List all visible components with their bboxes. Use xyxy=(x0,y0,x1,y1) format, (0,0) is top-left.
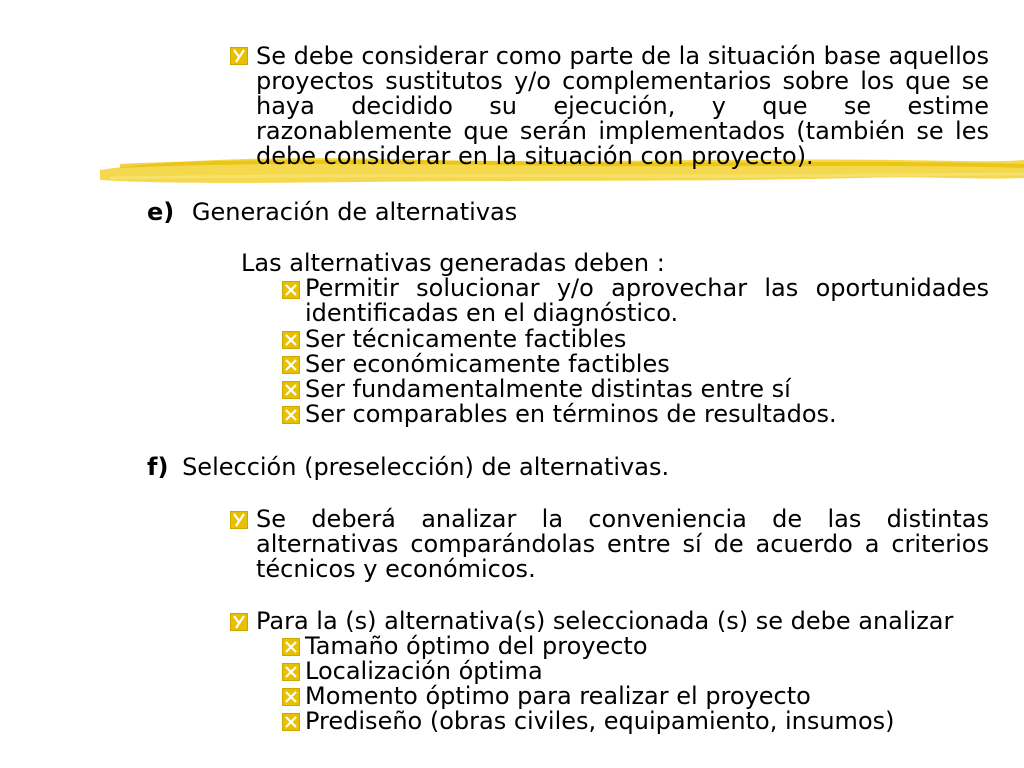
y-bullet-icon xyxy=(230,47,248,65)
x-bullet-icon xyxy=(282,663,300,681)
section-f-title: Selección (preselección) de alternativas. xyxy=(182,453,670,481)
x-bullet-icon xyxy=(282,713,300,731)
section-f-label: f) xyxy=(147,453,169,481)
top-bullet-text: Se debe considerar como parte de la situación base aquellos proyectos sustitutos y/o complementarios sobre los que se haya decidido su ejecución, y que se estime razonablemente que serán implementados (también se les debe considerar en la situación con proyecto). xyxy=(256,42,989,170)
x-bullet-icon xyxy=(282,381,300,399)
section-e-item-3: Ser económicamente factibles xyxy=(305,350,670,378)
section-f-sub-item-3: Momento óptimo para realizar el proyecto xyxy=(305,682,811,710)
x-bullet-icon xyxy=(282,688,300,706)
section-e-item-2: Ser técnicamente factibles xyxy=(305,325,627,353)
section-e-heading xyxy=(147,200,517,225)
x-bullet-icon xyxy=(282,281,300,299)
section-f-bullet-1: Se deberá analizar la conveniencia de las distintas alternativas comparándolas entre sí de acuerdo a criterios técnicos y económicos. xyxy=(256,505,989,583)
section-e-intro: Las alternativas generadas deben : xyxy=(241,249,665,277)
y-bullet-icon xyxy=(230,613,248,631)
section-e-title: Generación de alternativas xyxy=(191,198,518,226)
section-e-item-4: Ser fundamentalmente distintas entre sí xyxy=(305,375,791,403)
section-e-item-5: Ser comparables en términos de resultados. xyxy=(305,400,837,428)
x-bullet-icon xyxy=(282,331,300,349)
section-e-item-1: Permitir solucionar y/o aprovechar las oportunidades identificadas en el diagnóstico. xyxy=(305,274,989,327)
section-e-label: e) xyxy=(147,198,175,226)
section-f-sub-item-4: Prediseño (obras civiles, equipamiento, insumos) xyxy=(305,707,895,735)
x-bullet-icon xyxy=(282,638,300,656)
x-bullet-icon xyxy=(282,356,300,374)
section-f-sub-item-1: Tamaño óptimo del proyecto xyxy=(305,632,648,660)
section-f-bullet-2: Para la (s) alternativa(s) seleccionada (s) se debe analizar xyxy=(256,607,954,635)
section-f-heading xyxy=(147,455,669,480)
x-bullet-icon xyxy=(282,406,300,424)
y-bullet-icon xyxy=(230,511,248,529)
section-f-sub-item-2: Localización óptima xyxy=(305,657,543,685)
